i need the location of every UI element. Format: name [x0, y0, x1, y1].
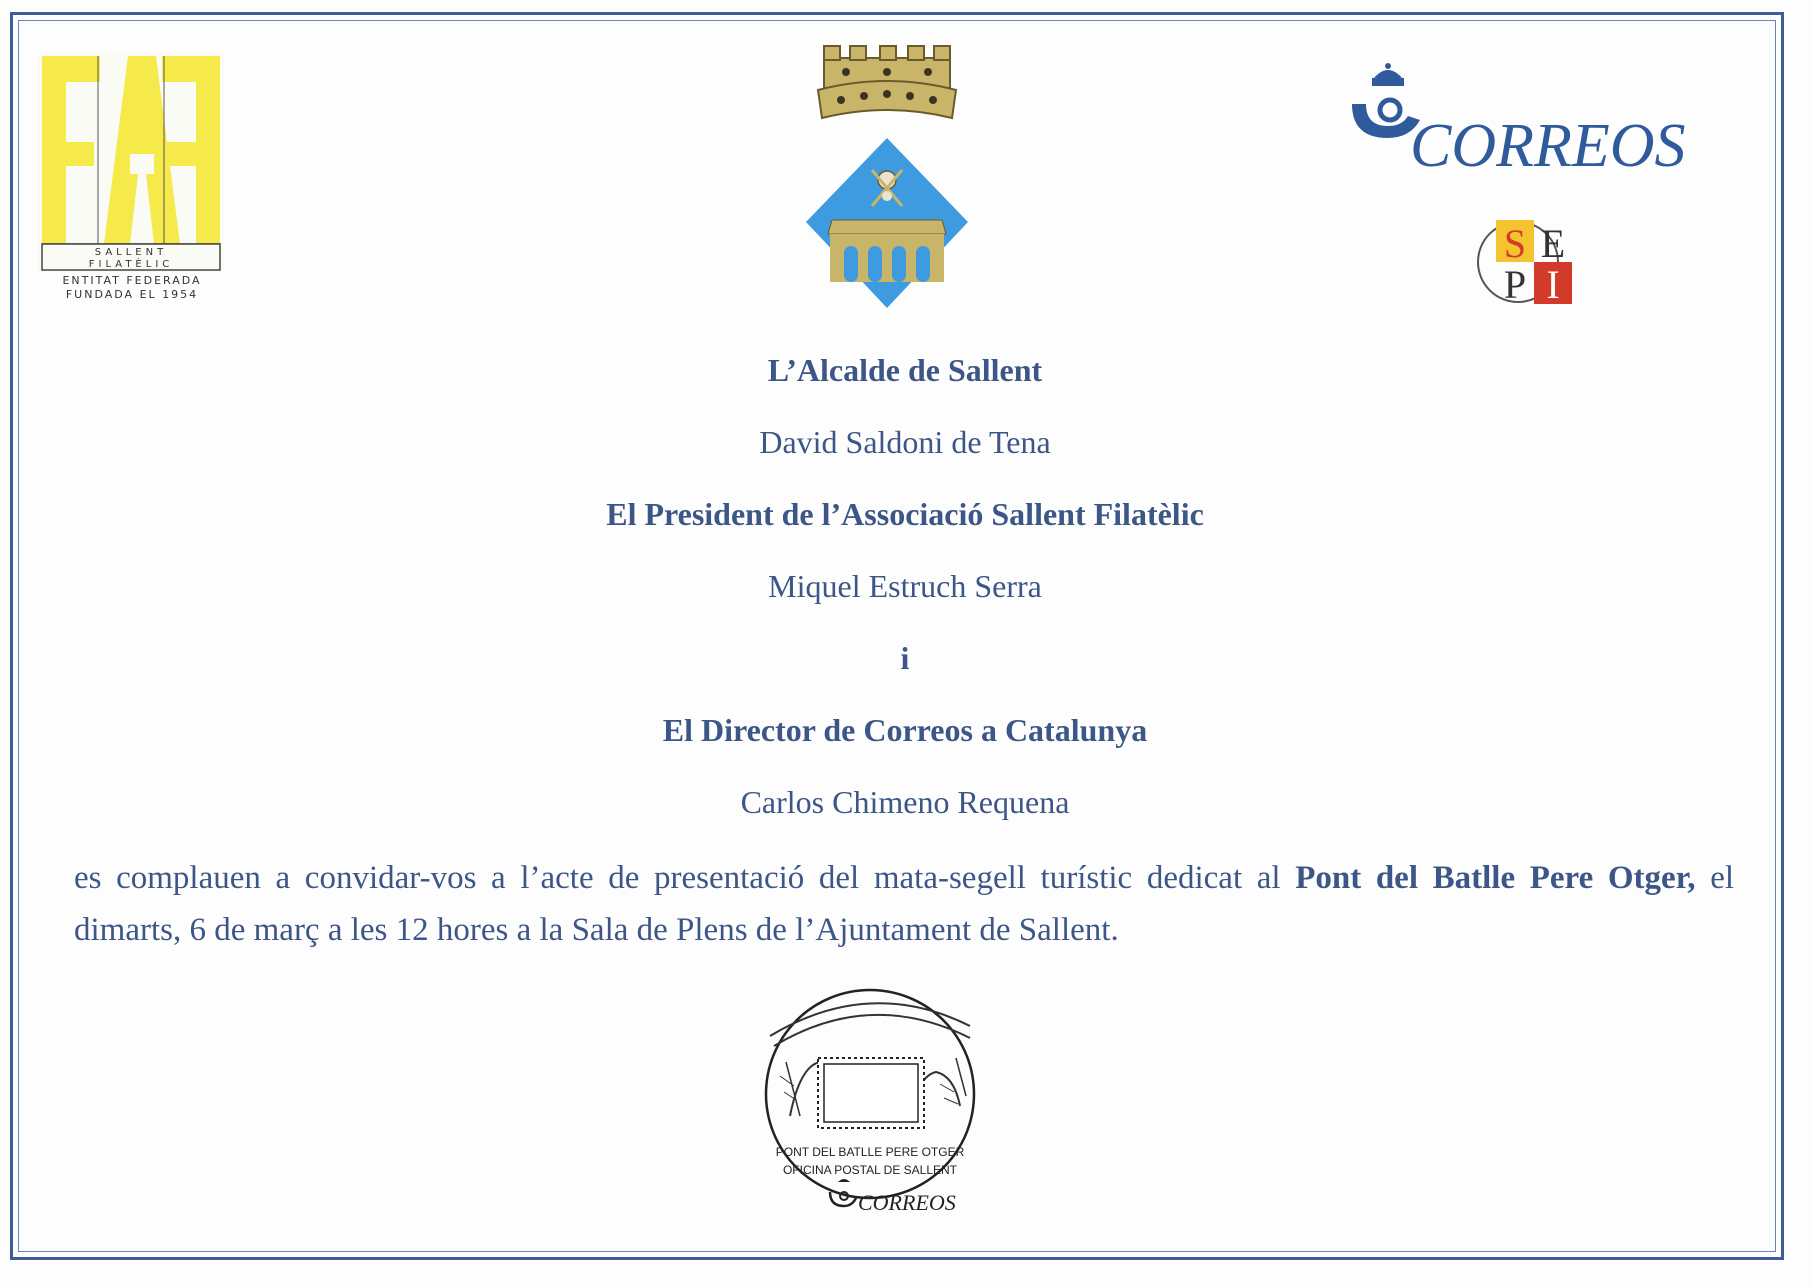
invitation-text-before: es complauen a convidar-vos a l’acte de presentació del mata-segell turístic dedicat al: [74, 860, 1296, 896]
sepi-logo: [1474, 214, 1574, 310]
sepi-letter-p: P: [1503, 262, 1527, 307]
correos-wordmark: CORREOS: [1410, 112, 1686, 178]
postmark-line-1: PONT DEL BATLLE PERE OTGER: [775, 1145, 965, 1159]
postmark-brand: CORREOS: [858, 1190, 956, 1215]
invitation-paragraph: [74, 852, 1734, 956]
faf-box-line-2: FILATÈLIC: [88, 259, 174, 270]
postmark-stamp: [760, 966, 980, 1232]
postmark-line-2: OFICINA POSTAL DE SALLENT: [782, 1163, 958, 1177]
name-president: Miquel Estruch Serra: [768, 568, 1042, 604]
crown-icon: [818, 46, 956, 118]
name-mayor: David Saldoni de Tena: [759, 424, 1051, 460]
sepi-letter-i: I: [1546, 262, 1560, 307]
heading-director: El Director de Correos a Catalunya: [662, 712, 1148, 748]
faf-subtitle-line-2: FUNDADA EL 1954: [65, 288, 199, 301]
invitation-bold-place: Pont del Batlle Pere Otger,: [1295, 860, 1696, 896]
correos-logo: [1348, 58, 1698, 178]
heading-president: El President de l’Associació Sallent Filatèlic: [606, 496, 1204, 532]
conjunction: i: [900, 640, 910, 676]
heading-mayor: L’Alcalde de Sallent: [767, 352, 1043, 388]
sallent-coat-of-arms-icon: [796, 42, 978, 312]
faf-box-line-1: SALLENT: [94, 247, 168, 258]
sepi-letter-s: S: [1503, 221, 1527, 266]
faf-subtitle-line-1: ENTITAT FEDERADA: [62, 274, 202, 287]
sallent-filatelic-logo: [38, 54, 224, 272]
faf-subtitle: [42, 274, 222, 302]
name-director: Carlos Chimeno Requena: [740, 784, 1070, 820]
invitation-text-after: el dimarts, 6 de març a les 12 hores a la Sala de Plens de l’Ajuntament de Sallent.: [74, 860, 1735, 948]
sepi-letter-e: E: [1540, 221, 1566, 266]
